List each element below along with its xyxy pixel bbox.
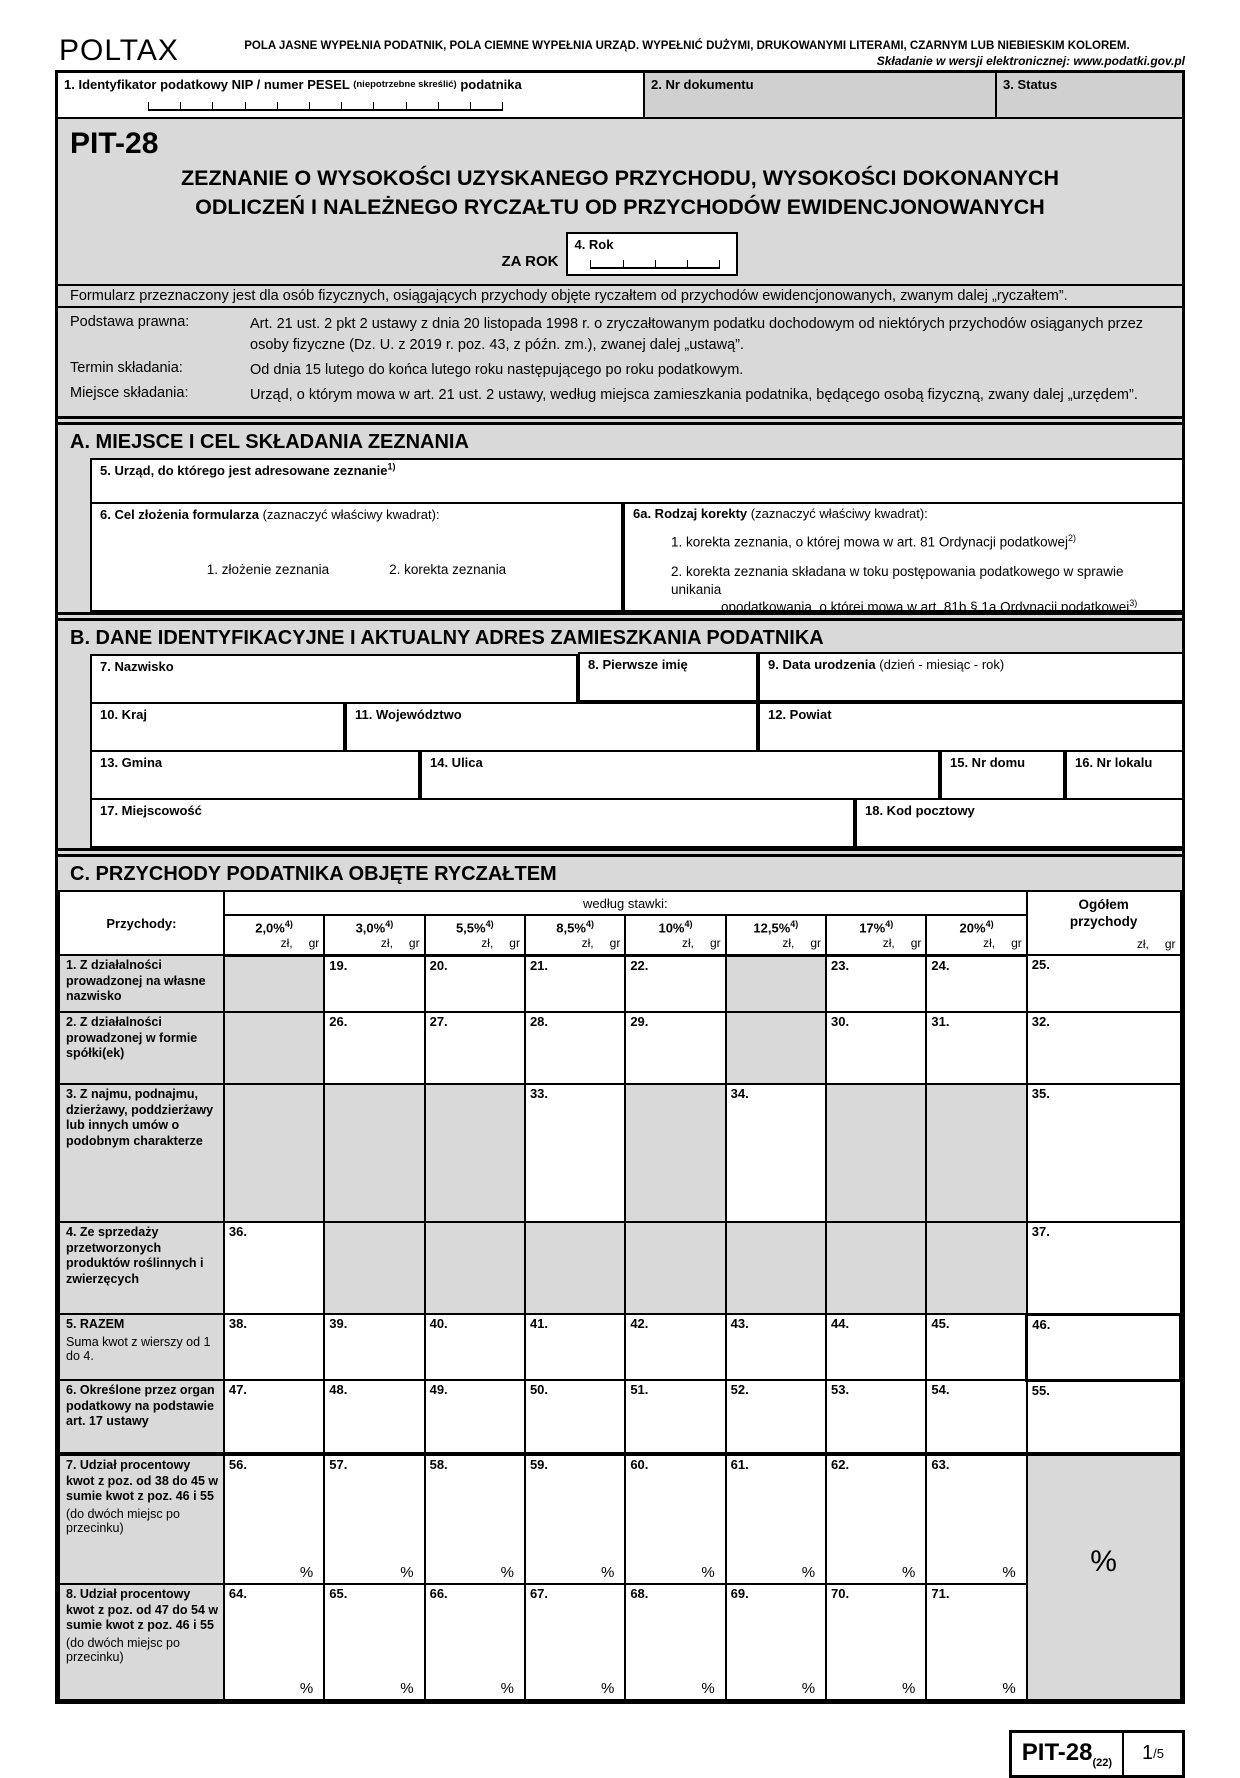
cell-38[interactable]: 38. bbox=[224, 1314, 324, 1380]
field-nr-dokumentu: 2. Nr dokumentu bbox=[645, 73, 997, 117]
cell-27[interactable]: 27. bbox=[425, 1012, 525, 1084]
cell-29[interactable]: 29. bbox=[625, 1012, 725, 1084]
section-a-title: A. MIEJSCE I CEL SKŁADANIA ZEZNANIA bbox=[70, 431, 469, 454]
cell-shaded bbox=[425, 1222, 525, 1314]
row-label-7: 7. Udział procentowy kwot z poz. od 38 do 45 w sumie kwot z poz. 46 i 55 (do dwóch miejsc po przecinku) bbox=[59, 1454, 224, 1584]
rate-header-85: 8,5%$^{4)}$ zł, gr bbox=[525, 915, 625, 955]
legal-basis-row: Podstawa prawna: Art. 21 ust. 2 pkt 2 ustawy z dnia 20 listopada 1998 r. o zryczałtowanym podatku dochodowym od niektórych przychodów osiąganych przez osoby fizyczne (Dz. U. z 2019 r. poz. 43, z późn. zm.), zwanej dalej „ustawą”. bbox=[70, 314, 1144, 354]
section-c bbox=[58, 857, 1182, 1701]
cell-25[interactable]: 25. bbox=[1027, 955, 1181, 1012]
field-rok[interactable]: 4. Rok bbox=[566, 232, 738, 276]
cell-shaded bbox=[726, 1222, 826, 1314]
cell-41[interactable]: 41. bbox=[525, 1314, 625, 1380]
row-label-2: 2. Z działalności prowadzonej w formie spółki(ek) bbox=[59, 1012, 224, 1084]
field-powiat[interactable]: 12. Powiat bbox=[758, 702, 1182, 752]
field-pierwsze-imie[interactable]: 8. Pierwsze imię bbox=[578, 652, 758, 702]
cell-shaded bbox=[625, 1222, 725, 1314]
cell-42[interactable]: 42. bbox=[625, 1314, 725, 1380]
percent-sign: % bbox=[500, 1680, 514, 1698]
percent-sign: % bbox=[701, 1680, 715, 1698]
tax-year-row bbox=[70, 232, 1170, 276]
cell-19[interactable]: 19. bbox=[324, 955, 424, 1012]
percent-sign-large: % bbox=[1090, 1545, 1117, 1579]
section-a bbox=[58, 425, 1182, 615]
section-c-title: C. PRZYCHODY PODATNIKA OBJĘTE RYCZAŁTEM bbox=[70, 863, 557, 886]
cell-32[interactable]: 32. bbox=[1027, 1012, 1181, 1084]
cell-22[interactable]: 22. bbox=[625, 955, 725, 1012]
cell-total-percent bbox=[1027, 1454, 1181, 1700]
field-ulica[interactable]: 14. Ulica bbox=[420, 750, 940, 800]
cell-55[interactable]: 55. bbox=[1027, 1380, 1181, 1454]
cell-shaded bbox=[224, 1012, 324, 1084]
cell-57[interactable]: 57. % bbox=[324, 1454, 424, 1584]
cell-66[interactable]: 66. % bbox=[425, 1584, 525, 1700]
field-gmina[interactable]: 13. Gmina bbox=[90, 750, 420, 800]
cell-30[interactable]: 30. bbox=[826, 1012, 926, 1084]
cell-shaded bbox=[826, 1222, 926, 1314]
percent-sign: % bbox=[400, 1564, 414, 1582]
rok-digit-ruler[interactable] bbox=[590, 260, 720, 269]
field-status: 3. Status bbox=[997, 73, 1182, 117]
section-b-title: B. DANE IDENTYFIKACYJNE I AKTUALNY ADRES ZAMIESZKANIA PODATNIKA bbox=[70, 627, 824, 650]
cell-53[interactable]: 53. bbox=[826, 1380, 926, 1454]
cell-71[interactable]: 71. % bbox=[926, 1584, 1026, 1700]
field-nip-pesel-label: 1. Identyfikator podatkowy NIP / numer PESEL (niepotrzebne skreślić) podatnika bbox=[64, 77, 522, 92]
cell-24[interactable]: 24. bbox=[926, 955, 1026, 1012]
cell-56[interactable]: 56. % bbox=[224, 1454, 324, 1584]
electronic-filing-notice: Składanie w wersji elektronicznej: www.podatki.gov.pl bbox=[876, 54, 1185, 68]
field-nazwisko[interactable]: 7. Nazwisko bbox=[90, 654, 578, 704]
rate-header-20: 2,0%$^{4)}$ zł, gr bbox=[224, 915, 324, 955]
section-separator bbox=[58, 416, 1182, 425]
info-block bbox=[58, 284, 1182, 416]
cell-51[interactable]: 51. bbox=[625, 1380, 725, 1454]
row-label-5: 5. RAZEM Suma kwot z wierszy od 1 do 4. bbox=[59, 1314, 224, 1380]
row-label-6: 6. Określone przez organ podatkowy na podstawie art. 17 ustawy bbox=[59, 1380, 224, 1454]
section-b bbox=[58, 621, 1182, 848]
form-purpose-text: Formularz przeznaczony jest dla osób fizycznych, osiągających przychody objęte ryczałtem od przychodów ewidencjonowanych, zwanym dalej „ryczałtem”. bbox=[58, 284, 1182, 308]
field-cel-zlozenia: 6. Cel złożenia formularza (zaznaczyć właściwy kwadrat): 1. złożenie zeznania 2. korekta zeznania bbox=[90, 502, 623, 612]
column-header-przychody: Przychody: bbox=[59, 891, 224, 955]
field-nr-domu[interactable]: 15. Nr domu bbox=[940, 750, 1065, 800]
cell-shaded bbox=[324, 1084, 424, 1222]
cell-shaded bbox=[726, 955, 826, 1012]
rate-header-10: 10%$^{4)}$ zł, gr bbox=[625, 915, 725, 955]
column-header-wedlug-stawki: według stawki: bbox=[224, 891, 1027, 915]
field-nip-pesel[interactable] bbox=[58, 73, 645, 117]
cell-23[interactable]: 23. bbox=[826, 955, 926, 1012]
cell-60[interactable]: 60. % bbox=[625, 1454, 725, 1584]
row-label-8: 8. Udział procentowy kwot z poz. od 47 do 54 w sumie kwot z poz. 46 i 55 (do dwóch miejsc po przecinku) bbox=[59, 1584, 224, 1700]
title-block bbox=[58, 119, 1182, 284]
cell-67[interactable]: 67. % bbox=[525, 1584, 625, 1700]
cell-shaded bbox=[224, 955, 324, 1012]
field-kraj[interactable]: 10. Kraj bbox=[90, 702, 345, 752]
cell-65[interactable]: 65. % bbox=[324, 1584, 424, 1700]
cell-50[interactable]: 50. bbox=[525, 1380, 625, 1454]
percent-sign: % bbox=[299, 1680, 314, 1698]
cell-68[interactable]: 68. % bbox=[625, 1584, 725, 1700]
cell-39[interactable]: 39. bbox=[324, 1314, 424, 1380]
identification-row bbox=[58, 73, 1182, 119]
cell-48[interactable]: 48. bbox=[324, 1380, 424, 1454]
cell-shaded bbox=[926, 1084, 1026, 1222]
percent-sign: % bbox=[902, 1680, 916, 1698]
row-label-3: 3. Z najmu, podnajmu, dzierżawy, poddzierżawy lub innych umów o podobnym charakterze bbox=[59, 1084, 224, 1222]
cell-58[interactable]: 58. % bbox=[425, 1454, 525, 1584]
poltax-logo: POLTAX bbox=[59, 34, 179, 67]
cell-54[interactable]: 54. bbox=[926, 1380, 1026, 1454]
cell-shaded bbox=[425, 1084, 525, 1222]
option-zlozenie-zeznania[interactable]: 1. złożenie zeznania bbox=[206, 562, 330, 578]
nip-digit-ruler[interactable] bbox=[148, 102, 503, 111]
form-title: ZEZNANIE O WYSOKOŚCI UZYSKANEGO PRZYCHODU, WYSOKOŚCI DOKONANYCH ODLICZEŃ I NALEŻNEGO RYCZAŁTU OD PRZYCHODÓW EWIDENCJONOWANYCH bbox=[181, 166, 1059, 220]
cell-49[interactable]: 49. bbox=[425, 1380, 525, 1454]
row-label-4: 4. Ze sprzedaży przetworzonych produktów roślinnych i zwierzęcych bbox=[59, 1222, 224, 1314]
cell-69[interactable]: 69. % bbox=[726, 1584, 826, 1700]
cell-62[interactable]: 62. % bbox=[826, 1454, 926, 1584]
cell-43[interactable]: 43. bbox=[726, 1314, 826, 1380]
cell-35[interactable]: 35. bbox=[1027, 1084, 1181, 1222]
cell-26[interactable]: 26. bbox=[324, 1012, 424, 1084]
field-wojewodztwo[interactable]: 11. Województwo bbox=[345, 702, 758, 752]
cell-44[interactable]: 44. bbox=[826, 1314, 926, 1380]
cell-shaded bbox=[726, 1012, 826, 1084]
cell-shaded bbox=[625, 1084, 725, 1222]
cell-63[interactable]: 63. % bbox=[926, 1454, 1026, 1584]
rate-header-125: 12,5%$^{4)}$ zł, gr bbox=[726, 915, 826, 955]
header-notices bbox=[189, 40, 1185, 68]
cell-64[interactable]: 64. % bbox=[224, 1584, 324, 1700]
field-rodzaj-korekty: 6a. Rodzaj korekty (zaznaczyć właściwy kwadrat): 1. korekta zeznania, o której mowa w art. 81 Ordynacji podatkowej$^{2)}$ 2. korekta zeznania składana w toku postępowania podatkowego w sprawie unikania opodatkowania, o której mowa w art. 81b § 1a Ordynacji podatkowej$^{3)}$ bbox=[623, 502, 1182, 612]
field-urzad[interactable]: 5. Urząd, do którego jest adresowane zeznanie$^{1)}$ bbox=[90, 458, 1182, 504]
percent-sign: % bbox=[400, 1680, 414, 1698]
option-korekta-art81[interactable]: 1. korekta zeznania, o której mowa w art. 81 Ordynacji podatkowej$^{2)}$ bbox=[671, 533, 1076, 550]
percent-sign: % bbox=[600, 1564, 615, 1582]
cell-shaded bbox=[525, 1222, 625, 1314]
cell-45[interactable]: 45. bbox=[926, 1314, 1026, 1380]
cell-28[interactable]: 28. bbox=[525, 1012, 625, 1084]
cell-36[interactable]: 36. bbox=[224, 1222, 324, 1314]
cell-33[interactable]: 33. bbox=[525, 1084, 625, 1222]
cell-52[interactable]: 52. bbox=[726, 1380, 826, 1454]
column-header-ogolem: Ogółem przychody zł, gr bbox=[1027, 891, 1181, 955]
fill-instructions-notice: POLA JASNE WYPEŁNIA PODATNIK, POLA CIEMNE WYPEŁNIA URZĄD. WYPEŁNIĆ DUŻYMI, DRUKOWANYMI LITERAMI, CZARNYM LUB NIEBIESKIM KOLOREM. bbox=[244, 40, 1130, 52]
percent-sign: % bbox=[299, 1564, 314, 1582]
cell-20[interactable]: 20. bbox=[425, 955, 525, 1012]
form-code: PIT-28 bbox=[70, 127, 159, 160]
percent-sign: % bbox=[1002, 1680, 1016, 1698]
cell-shaded bbox=[826, 1084, 926, 1222]
cell-shaded bbox=[224, 1084, 324, 1222]
cell-40[interactable]: 40. bbox=[425, 1314, 525, 1380]
cell-47[interactable]: 47. bbox=[224, 1380, 324, 1454]
field-miejscowosc[interactable]: 17. Miejscowość bbox=[90, 798, 855, 848]
footer-page-number: 1 /5 bbox=[1142, 1742, 1164, 1765]
rate-header-30: 3,0%$^{4)}$ zł, gr bbox=[324, 915, 424, 955]
cell-61[interactable]: 61. % bbox=[726, 1454, 826, 1584]
filing-deadline-row: Termin składania: Od dnia 15 lutego do końca lutego roku następującego po roku podatkowym. bbox=[70, 360, 744, 379]
filing-place-row: Miejsce składania: Urząd, o którym mowa w art. 21 ust. 2 ustawy, według miejsca zamieszkania podatnika, będącego osobą fizyczną, zwany dalej „urzędem”. bbox=[70, 385, 1138, 404]
option-korekta-zeznania[interactable]: 2. korekta zeznania bbox=[389, 562, 507, 578]
cell-46[interactable]: 46. bbox=[1027, 1314, 1181, 1380]
cell-shaded bbox=[926, 1222, 1026, 1314]
percent-sign: % bbox=[1002, 1564, 1016, 1582]
field-kod-pocztowy[interactable]: 18. Kod pocztowy bbox=[855, 798, 1182, 848]
rate-header-17: 17%$^{4)}$ zł, gr bbox=[826, 915, 926, 955]
percent-sign: % bbox=[902, 1564, 916, 1582]
percent-sign: % bbox=[801, 1564, 816, 1582]
percent-sign: % bbox=[600, 1680, 615, 1698]
rate-header-55: 5,5%$^{4)}$ zł, gr bbox=[425, 915, 525, 955]
cell-37[interactable]: 37. bbox=[1027, 1222, 1181, 1314]
footer-form-code: PIT-$28_{(22)}$ bbox=[1012, 1733, 1124, 1775]
percent-sign: % bbox=[801, 1680, 816, 1698]
page-header bbox=[55, 36, 1185, 68]
cell-70[interactable]: 70. % bbox=[826, 1584, 926, 1700]
form-body bbox=[55, 70, 1185, 1704]
section-separator bbox=[58, 848, 1182, 857]
option-korekta-art81b[interactable]: 2. korekta zeznania składana w toku postępowania podatkowego w sprawie unikania opodatkowania, o której mowa w art. 81b § 1a Ordynacji podatkowej$^{3)}$ bbox=[671, 564, 1138, 615]
percent-sign: % bbox=[500, 1564, 514, 1582]
cell-21[interactable]: 21. bbox=[525, 955, 625, 1012]
cell-31[interactable]: 31. bbox=[926, 1012, 1026, 1084]
rate-header-20: 20%$^{4)}$ zł, gr bbox=[926, 915, 1026, 955]
field-nr-lokalu[interactable]: 16. Nr lokalu bbox=[1065, 750, 1182, 800]
field-data-urodzenia[interactable]: 9. Data urodzenia (dzień - miesiąc - rok) bbox=[758, 652, 1182, 702]
row-label-1: 1. Z działalności prowadzonej na własne nazwisko bbox=[59, 955, 224, 1012]
cell-59[interactable]: 59. % bbox=[525, 1454, 625, 1584]
za-rok-label: ZA ROK bbox=[501, 252, 559, 270]
income-by-rate-table bbox=[58, 890, 1182, 1701]
cell-34[interactable]: 34. bbox=[726, 1084, 826, 1222]
percent-sign: % bbox=[701, 1564, 715, 1582]
cell-shaded bbox=[324, 1222, 424, 1314]
